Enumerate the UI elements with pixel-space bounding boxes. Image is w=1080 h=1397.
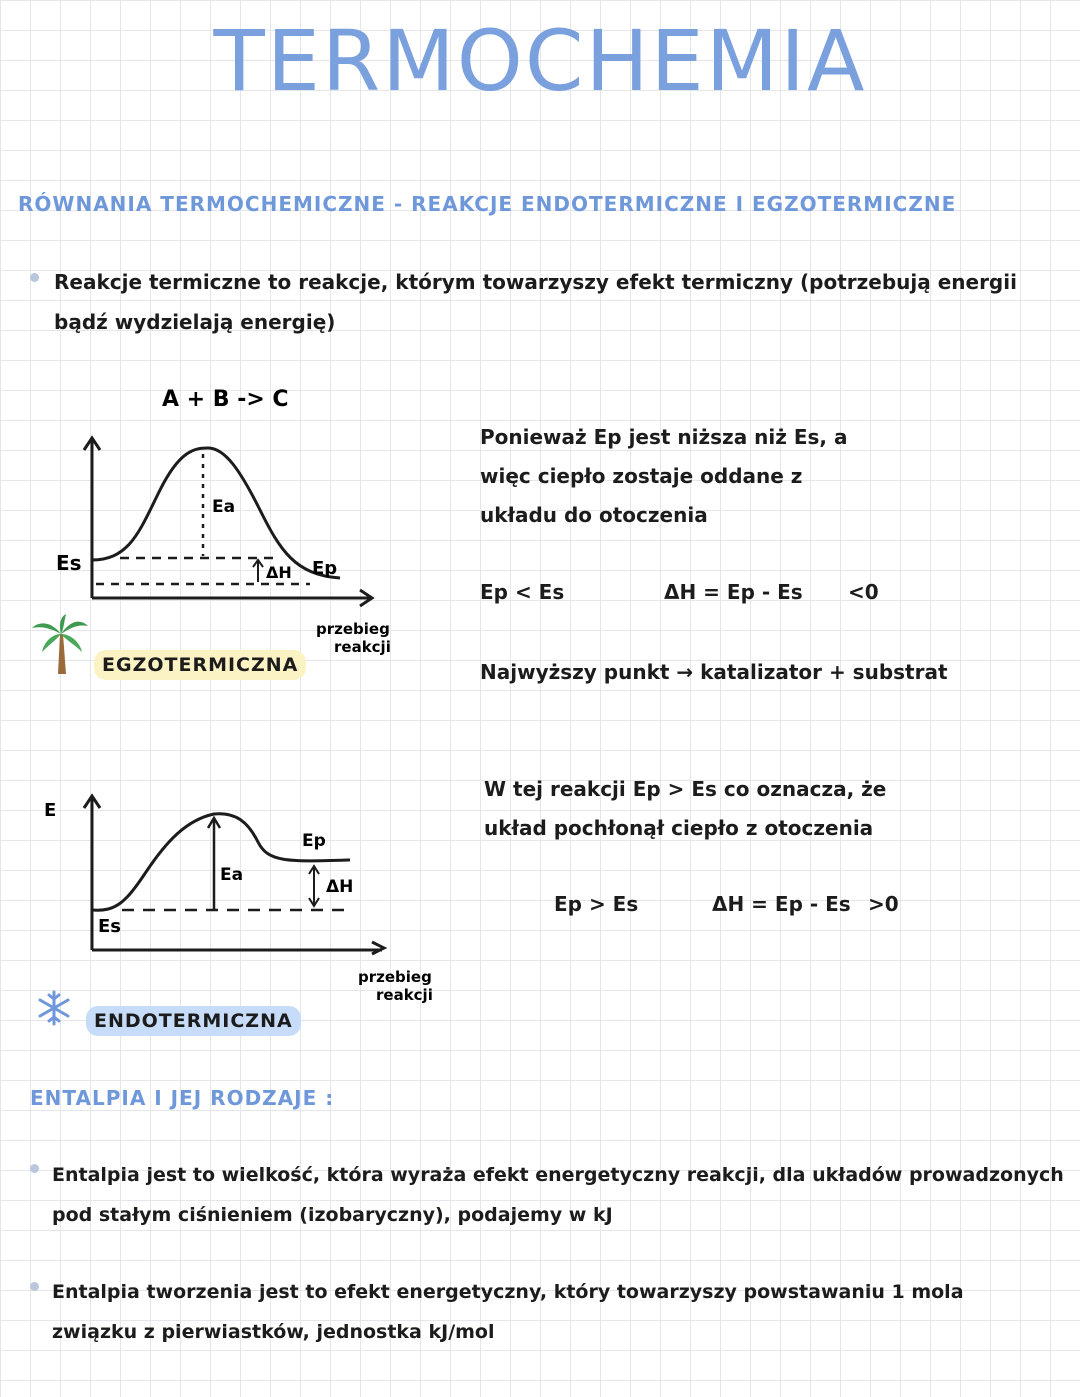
y-axis xyxy=(84,438,100,598)
ea-label: Ea xyxy=(220,865,244,885)
dh-arrow xyxy=(253,560,263,582)
x-axis-label-1: przebieg xyxy=(358,968,432,986)
section-heading-enthalpy: ENTALPIA I JEJ RODZAJE : xyxy=(30,1086,335,1110)
endo-enthalpy-sign: >0 xyxy=(868,892,899,916)
bullet-dot xyxy=(30,1282,39,1291)
x-axis xyxy=(92,942,384,954)
endothermic-label: ENDOTERMICZNA xyxy=(86,1006,301,1036)
exo-note-line-3: układu do otoczenia xyxy=(480,503,708,527)
x-axis-label-2: reakcji xyxy=(334,638,391,656)
ep-label: Ep xyxy=(302,831,326,851)
exo-enthalpy-sign: <0 xyxy=(848,580,879,604)
section-heading-equations: RÓWNANIA TERMOCHEMICZNE - REAKCJE ENDOTERMICZNE I EGZOTERMICZNE xyxy=(18,192,957,216)
energy-curve xyxy=(92,814,348,910)
dh-arrow xyxy=(309,866,319,906)
definition-text xyxy=(54,262,1064,342)
enthalpy-definition xyxy=(52,1155,1072,1235)
x-axis xyxy=(92,590,372,606)
ea-arrow xyxy=(208,818,220,910)
x-axis-label-1: przebieg xyxy=(316,620,390,638)
exo-inequality: Ep < Es xyxy=(480,580,565,604)
exothermic-explanation xyxy=(480,418,1060,535)
reaction-equation: A + B -> C xyxy=(162,387,289,412)
bullet-dot xyxy=(30,1164,39,1173)
exo-note-line-1: Ponieważ Ep jest niższa niż Es, a xyxy=(480,425,848,449)
formation-enthalpy-definition xyxy=(52,1272,1072,1352)
ep-label: Ep xyxy=(312,558,338,579)
formation-line-1: Entalpia tworzenia jest to efekt energetyczny, który towarzyszy powstawaniu 1 mola xyxy=(52,1281,964,1303)
y-axis-label: E xyxy=(44,800,57,821)
enthalpy-line-2: pod stałym ciśnieniem (izobaryczny), podajemy w kJ xyxy=(52,1204,613,1226)
palm-tree-icon xyxy=(30,612,90,676)
es-label: Es xyxy=(98,916,122,937)
dh-label: ΔH xyxy=(326,877,354,897)
endo-note-line-2: układ pochłonął ciepło z otoczenia xyxy=(484,816,874,840)
enthalpy-line-1: Entalpia jest to wielkość, która wyraża efekt energetyczny reakcji, dla układów prowadzonych xyxy=(52,1164,1064,1186)
bullet-dot xyxy=(30,273,39,282)
exothermic-label: EGZOTERMICZNA xyxy=(94,650,306,680)
x-axis-label-2: reakcji xyxy=(376,986,433,1004)
endo-inequality: Ep > Es xyxy=(554,892,639,916)
endo-note-line-1: W tej reakcji Ep > Es co oznacza, że xyxy=(484,777,887,801)
definition-line-1: Reakcje termiczne to reakcje, którym towarzyszy efekt termiczny (potrzebują energii xyxy=(54,270,1017,294)
endothermic-energy-diagram xyxy=(36,782,436,1012)
dh-label: ΔH xyxy=(266,563,292,582)
ea-label: Ea xyxy=(212,497,236,517)
snowflake-icon xyxy=(36,990,72,1026)
exo-enthalpy-formula: ΔH = Ep - Es xyxy=(664,580,803,604)
highest-point-note: Najwyższy punkt → katalizator + substrat xyxy=(480,660,948,684)
exo-note-line-2: więc ciepło zostaje oddane z xyxy=(480,464,803,488)
formation-line-2: związku z pierwiastków, jednostka kJ/mol xyxy=(52,1321,495,1343)
exothermic-energy-diagram xyxy=(40,380,420,680)
definition-line-2: bądź wydzielają energię) xyxy=(54,310,336,334)
es-label: Es xyxy=(56,551,82,575)
page-title: TERMOCHEMIA xyxy=(213,12,867,110)
endo-enthalpy-formula: ΔH = Ep - Es xyxy=(712,892,851,916)
endothermic-explanation xyxy=(484,770,1064,848)
